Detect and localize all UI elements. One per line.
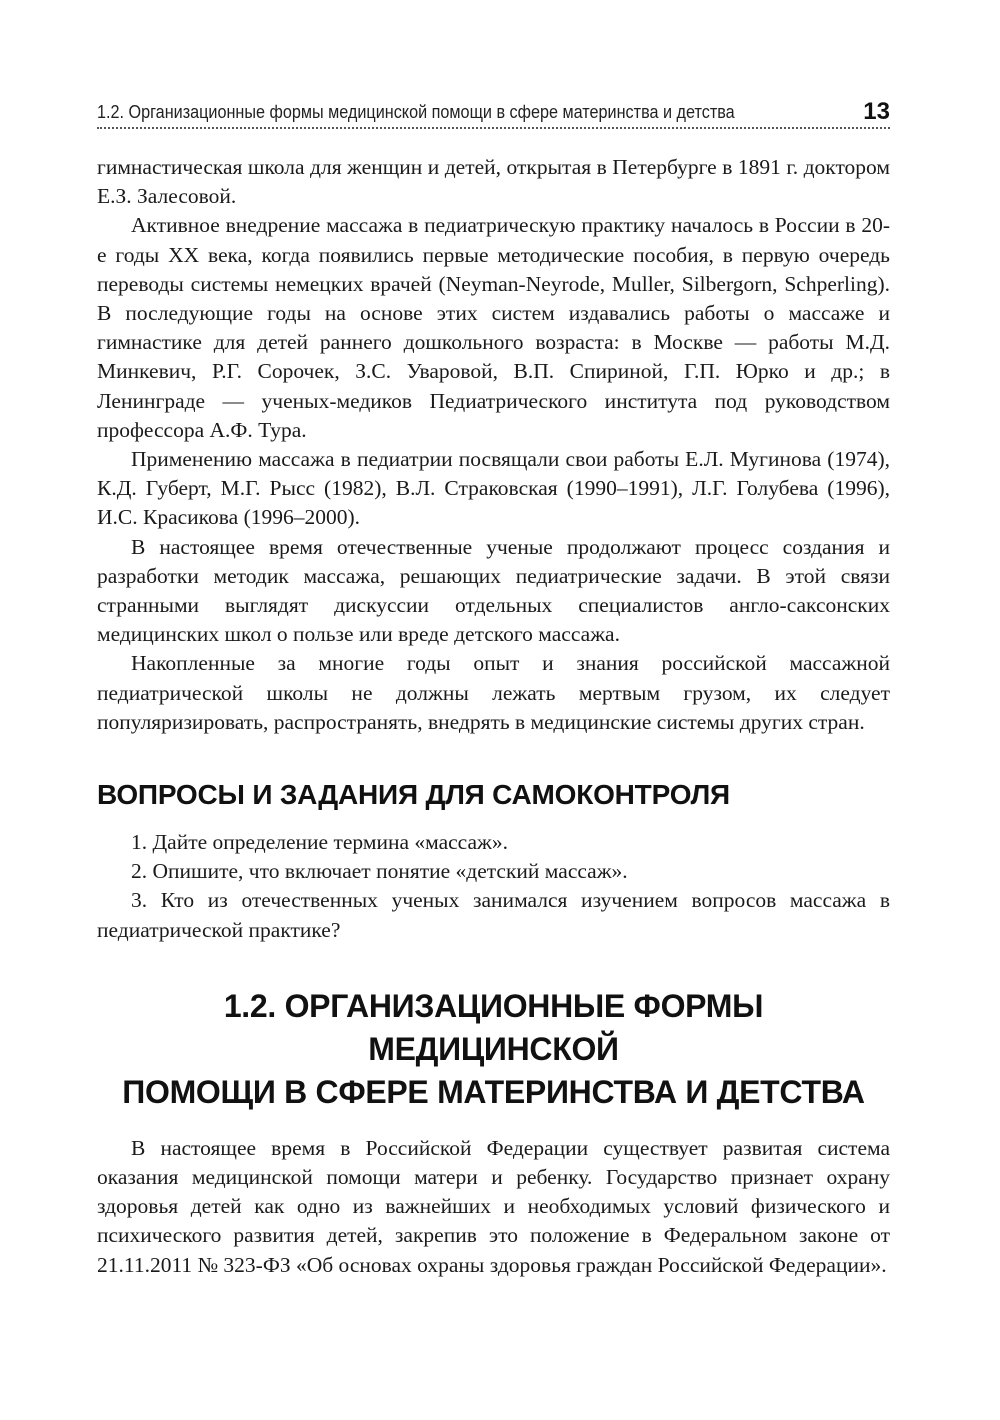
running-title: 1.2. Организационные формы медицинской помощи в сфере материнства и детства — [97, 102, 735, 122]
body-paragraph: Активное внедрение массажа в педиатрическую практику началось в России в 20-е годы ХХ века, когда появились первые методические пособия, в первую очередь переводы системы немецких врачей (Neyman-Neyrode, Muller, Silbergorn, Schperling). В последующие годы на основе этих систем издавались работы о массаже и гимнастике для детей раннего дошкольного возраста: в Москве — работы М.Д. Минкевич, Р.Г. Сорочек, З.С. Уваровой, В.П. Спириной, Г.П. Юрко и др.; в Ленинграде — ученых-медиков Педиатрического института под руководством профессора А.Ф. Тура. — [97, 213, 890, 442]
question-item: 2. Опишите, что включает понятие «детский массаж». — [131, 859, 628, 884]
question-item: 3. Кто из отечественных ученых занимался изучением вопросов массажа в педиатрической практике? — [97, 888, 890, 942]
body-paragraph: Применению массажа в педиатрии посвящали свои работы Е.Л. Мугинова (1974), К.Д. Губерт, М.Г. Рысс (1982), В.Л. Страковская (1990–1991), Л.Г. Голубева (1996), И.С. Красикова (1996–2000). — [97, 447, 890, 530]
chapter-heading-line-2: ПОМОЩИ В СФЕРЕ МАТЕРИНСТВА И ДЕТСТВА — [122, 1073, 865, 1110]
body-paragraph: В настоящее время отечественные ученые продолжают процесс создания и разработки методик массажа, решающих педиатрические задачи. В этой связи странными выглядят дискуссии отдельных специалистов англо-саксонских медицинских школ о пользе или вреде детского массажа. — [97, 534, 890, 647]
chapter-heading-line-1: 1.2. ОРГАНИЗАЦИОННЫЕ ФОРМЫ МЕДИЦИНСКОЙ — [223, 987, 764, 1067]
self-control-heading: ВОПРОСЫ И ЗАДАНИЯ ДЛЯ САМОКОНТРОЛЯ — [97, 779, 730, 811]
chapter-heading — [97, 985, 890, 1114]
body-paragraph: гимнастическая школа для женщин и детей, открытая в Петербурге в 1891 г. доктором Е.З. Залесовой. — [97, 155, 890, 209]
header-dotted-rule — [97, 127, 890, 129]
question-item: 1. Дайте определение термина «массаж». — [131, 830, 508, 855]
running-header — [97, 96, 890, 136]
page-number: 13 — [863, 98, 890, 125]
body-paragraph: Накопленные за многие годы опыт и знания российской массажной педиатрической школы не должны лежать мертвым грузом, их следует популяризировать, распространять, внедрять в медицинские системы других стран. — [97, 651, 890, 734]
page-body — [97, 153, 890, 1280]
chapter-paragraph: В настоящее время в Российской Федерации существует развитая система оказания медицинской помощи матери и ребенку. Государство признает охрану здоровья детей как одно из важнейших и необходимых условий физического и психического развития детей, закрепив это положение в Федеральном законе от 21.11.2011 № 323-ФЗ «Об основах охраны здоровья граждан Российской Федерации». — [97, 1135, 890, 1277]
